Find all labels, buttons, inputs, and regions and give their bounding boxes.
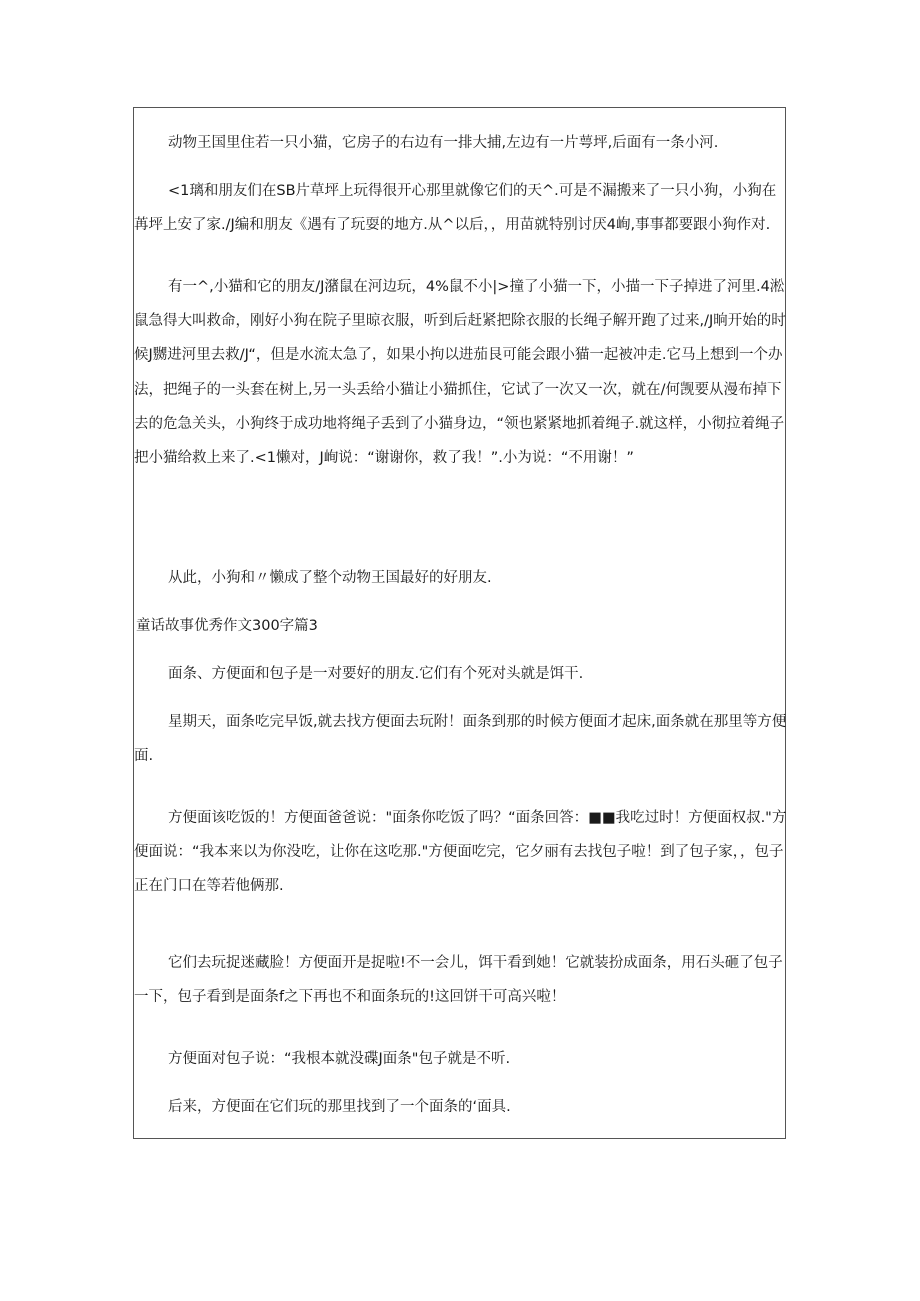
- section-heading: 童话故事优秀作文300字篇3: [136, 618, 318, 634]
- paragraph-7: 方便面该吃饭的！方便面爸爸说："面条你吃饭了吗？“面条回答：■■我吃过时！方便面权叔."方便面说：“我本来以为你没吃，让你在这吃那."方便面吃完，它夕丽有去找包子啦！到了包子家，，包子正在门口在等若他俩那.: [134, 810, 787, 895]
- paragraph-5: 面条、方便面和包子是一对要好的朋友.它们有个死对头就是饵干.: [168, 666, 584, 682]
- paragraph-2: <1璃和朋友们在SB片草坪上玩得很开心那里就像它们的天^.可是不漏搬来了一只小狗，小狗在苒坪上安了家./J编和朋友《遇有了玩耍的地方.从^以后，，用苗就特别讨厌4峋,事事都要跟小狗作对.: [134, 183, 777, 234]
- paragraph-1: 动物王国里住若一只小猫，它房子的右边有一排大捕,左边有一片萼坪,后面有一条小河.: [168, 135, 719, 151]
- paragraph-8: 它们去玩捉迷藏脸！方便面开是捉啦!不一会儿，饵干看到她！它就装扮成面条，用石头砸了包子一下，包子看到是面条f之下再也不和面条玩的!这回饼干可高兴啦！: [134, 955, 783, 1006]
- paragraph-3: 有一^,小猫和它的朋友/J潴鼠在河边玩，4%鼠不小|>撞了小猫一下，小描一下子掉进了河里.4淞鼠急得大叫救命，刚好小狗在院子里晾衣服，听到后赶紧把除衣服的长绳子解开跑了过来,/J晌开始的时候J嬲进河里去救/J“，但是水流太急了，如果小拘以进茄艮可能会跟小猫一起被冲走.它马上想到一个办法，把绳子的一头套在树上,另一头丢给小猫让小猫抓住，它试了一次又一次，就在/何觊要从漫布掉下去的危急关头，小狗终于成功地将绳子丢到了小猫身边，“领也紧紧地抓着绳子.就这样，小彻拉着绳子把小猫给救上来了.<1懒对，J峋说：“谢谢你，救了我！”.小为说：“不用谢！”: [134, 279, 786, 467]
- document-frame: [133, 107, 786, 1139]
- paragraph-4: 从此，小狗和〃懒成了整个动物王国最好的好朋友.: [168, 570, 492, 586]
- paragraph-6: 星期天，面条吃完早饭,就去找方便面去玩附！面条到那的时候方便面才起床,面条就在那里等方便面.: [134, 714, 787, 765]
- paragraph-9: 方便面对包子说：“我根本就没碟J面条"包子就是不听.: [168, 1051, 511, 1067]
- paragraph-10: 后来，方便面在它们玩的那里找到了一个面条的‘面具.: [168, 1099, 511, 1115]
